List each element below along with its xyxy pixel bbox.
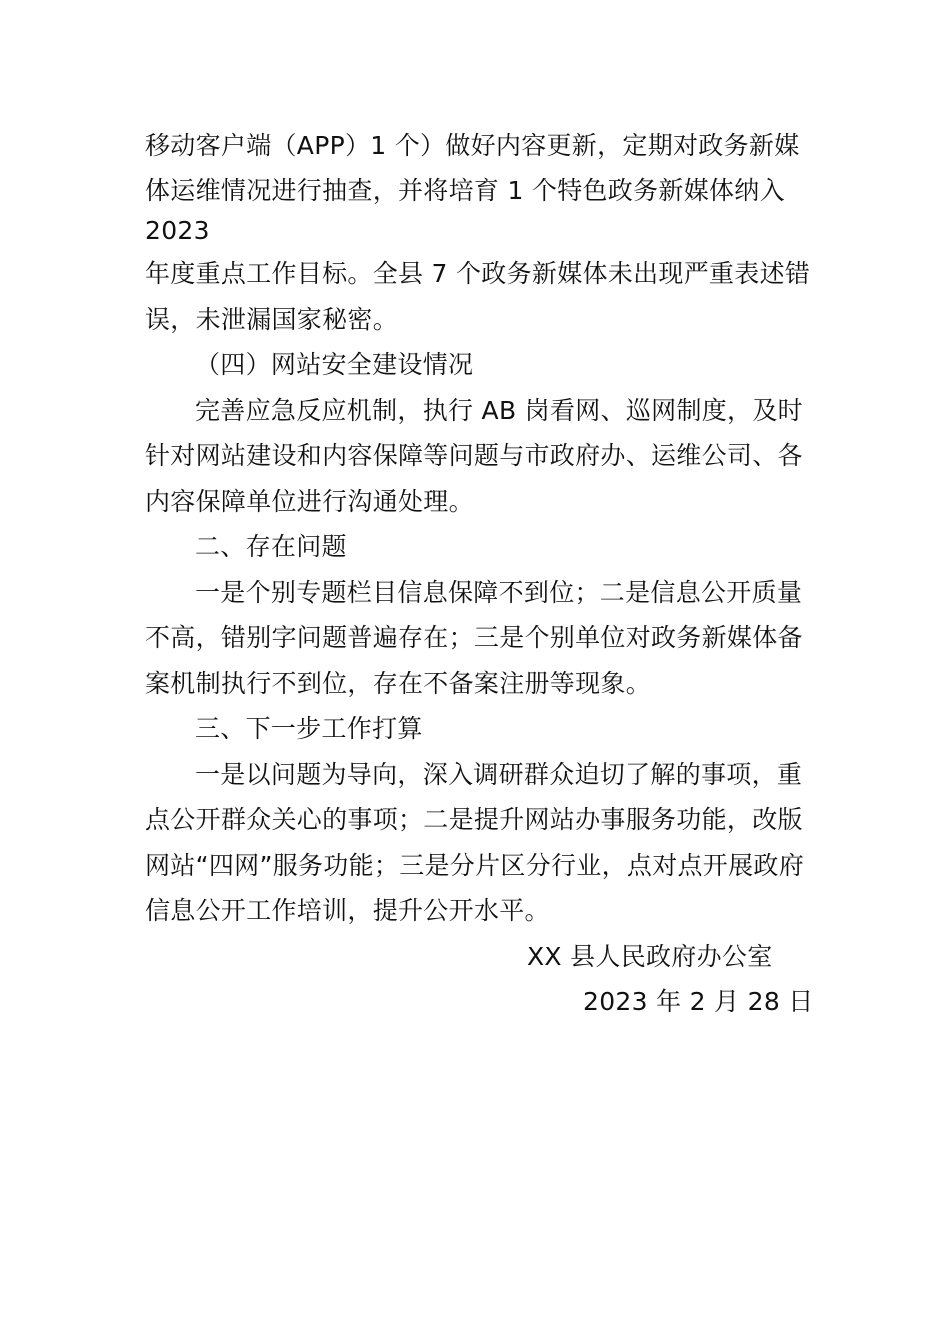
paragraph-line: 点公开群众关心的事项；二是提升网站办事服务功能，改版 [145, 805, 803, 834]
paragraph-line: 误，未泄漏国家秘密。 [145, 305, 399, 334]
section-heading: 三、下一步工作打算 [195, 714, 423, 743]
section-heading: （四）网站安全建设情况 [195, 350, 474, 379]
paragraph-line: 完善应急反应机制，执行 AB 岗看网、巡网制度，及时 [195, 396, 803, 425]
paragraph-line: 信息公开工作培训，提升公开水平。 [145, 896, 550, 925]
paragraph-line: 网站“四网”服务功能；三是分片区分行业，点对点开展政府 [145, 851, 805, 880]
paragraph-line: 内容保障单位进行沟通处理。 [145, 487, 474, 516]
paragraph-line: 一是以问题为导向，深入调研群众迫切了解的事项，重 [195, 760, 803, 789]
paragraph-line: 年度重点工作目标。全县 7 个政务新媒体未出现严重表述错 [145, 259, 811, 288]
signature-date: 2023 年 2 月 28 日 [583, 987, 814, 1016]
section-heading: 二、存在问题 [195, 532, 347, 561]
paragraph-line: 2023 [145, 216, 210, 245]
paragraph-line: 移动客户端（APP）1 个）做好内容更新，定期对政务新媒 [145, 131, 800, 160]
signature-organization: XX 县人民政府办公室 [527, 942, 773, 971]
paragraph-line: 案机制执行不到位，存在不备案注册等现象。 [145, 669, 652, 698]
paragraph-line: 一是个别专题栏目信息保障不到位；二是信息公开质量 [195, 578, 803, 607]
paragraph-line: 不高，错别字问题普遍存在；三是个别单位对政务新媒体备 [145, 623, 803, 652]
paragraph-line: 体运维情况进行抽查，并将培育 1 个特色政务新媒体纳入 [145, 176, 785, 205]
paragraph-line: 针对网站建设和内容保障等问题与市政府办、运维公司、各 [145, 441, 803, 470]
